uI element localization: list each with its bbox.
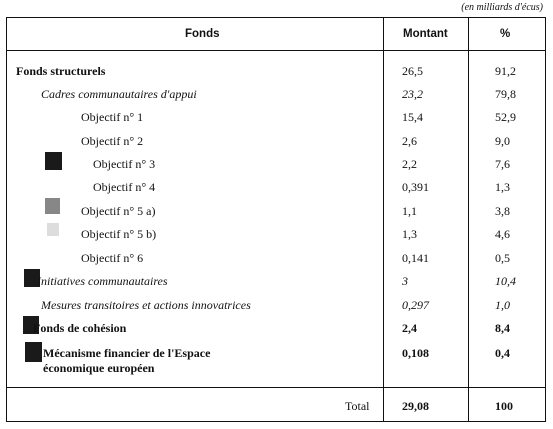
row-label-objectif-5a: Objectif n° 5 a) bbox=[81, 204, 156, 218]
margin-mark bbox=[45, 198, 60, 214]
row-label-mesures: Mesures transitoires et actions innovatrices bbox=[41, 298, 251, 312]
header-divider bbox=[7, 50, 545, 51]
row-percent: 3,8 bbox=[495, 204, 510, 218]
header-fonds: Fonds bbox=[185, 28, 220, 40]
row-montant: 23,2 bbox=[402, 87, 423, 101]
row-montant: 1,1 bbox=[402, 204, 417, 218]
margin-mark bbox=[45, 152, 62, 170]
row-label-objectif-3: Objectif n° 3 bbox=[93, 157, 156, 171]
row-label-mecanisme-line2: économique européen bbox=[43, 361, 155, 375]
row-montant: 26,5 bbox=[402, 64, 423, 78]
row-montant: 0,391 bbox=[402, 180, 429, 194]
row-montant: 0,108 bbox=[402, 346, 429, 360]
row-montant: 15,4 bbox=[402, 110, 423, 124]
row-montant: 2,2 bbox=[402, 157, 417, 171]
row-label-objectif-2: Objectif n° 2 bbox=[81, 134, 144, 148]
total-montant: 29,08 bbox=[402, 399, 429, 413]
row-percent: 1,0 bbox=[495, 298, 510, 312]
row-percent: 8,4 bbox=[495, 321, 510, 335]
row-label-objectif-6: Objectif n° 6 bbox=[81, 251, 144, 265]
row-label-objectif-5b: Objectif n° 5 b) bbox=[81, 227, 157, 241]
header-percent: % bbox=[500, 28, 511, 40]
row-label-cadres: Cadres communautaires d'appui bbox=[41, 87, 197, 101]
margin-mark bbox=[25, 342, 42, 362]
row-montant: 2,6 bbox=[402, 134, 417, 148]
row-percent: 0,5 bbox=[495, 251, 510, 265]
total-divider bbox=[7, 387, 545, 388]
total-label: Total bbox=[345, 399, 370, 413]
header-montant: Montant bbox=[403, 28, 448, 40]
row-label-fonds-structurels: Fonds structurels bbox=[16, 64, 106, 78]
row-label-objectif-1: Objectif n° 1 bbox=[81, 110, 144, 124]
row-montant: 1,3 bbox=[402, 227, 417, 241]
row-montant: 3 bbox=[402, 274, 408, 288]
row-percent: 1,3 bbox=[495, 180, 510, 194]
row-percent: 0,4 bbox=[495, 346, 510, 360]
row-label-initiatives: Initiatives communautaires bbox=[37, 274, 168, 288]
row-percent: 9,0 bbox=[495, 134, 510, 148]
column-divider bbox=[383, 18, 384, 421]
row-percent: 91,2 bbox=[495, 64, 516, 78]
row-montant: 0,297 bbox=[402, 298, 429, 312]
row-label-mecanisme-line1: Mécanisme financier de l'Espace bbox=[43, 346, 211, 360]
row-percent: 52,9 bbox=[495, 110, 516, 124]
row-percent: 79,8 bbox=[495, 87, 516, 101]
row-montant: 2,4 bbox=[402, 321, 417, 335]
row-percent: 4,6 bbox=[495, 227, 510, 241]
row-percent: 7,6 bbox=[495, 157, 510, 171]
total-percent: 100 bbox=[495, 399, 513, 413]
row-label-fonds-cohesion: Fonds de cohésion bbox=[33, 321, 127, 335]
row-label-objectif-4: Objectif n° 4 bbox=[93, 180, 156, 194]
row-montant: 0,141 bbox=[402, 251, 429, 265]
funds-table bbox=[6, 17, 546, 422]
margin-mark bbox=[47, 223, 59, 236]
row-percent: 10,4 bbox=[495, 274, 516, 288]
column-divider bbox=[468, 18, 469, 421]
unit-note: (en milliards d'écus) bbox=[461, 2, 543, 13]
